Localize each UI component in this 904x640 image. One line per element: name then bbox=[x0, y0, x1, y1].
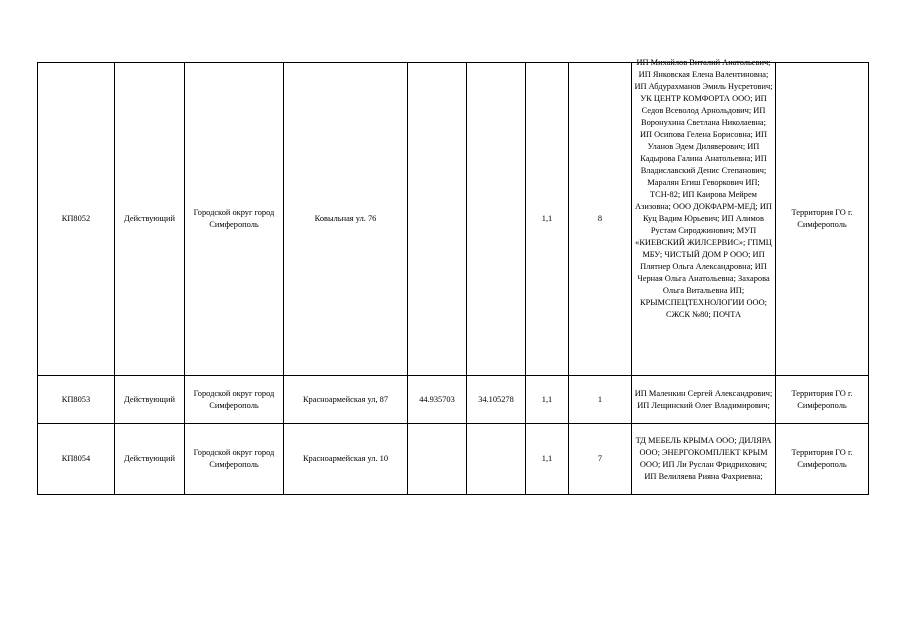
container-count: 7 bbox=[569, 424, 632, 495]
territory: Территория ГО г. Симферополь bbox=[776, 424, 869, 495]
longitude bbox=[467, 424, 526, 495]
municipality: Городской округ город Симферополь bbox=[185, 376, 284, 424]
area: 1,1 bbox=[526, 376, 569, 424]
latitude bbox=[408, 63, 467, 376]
territory: Территория ГО г. Симферополь bbox=[776, 376, 869, 424]
site-code: КП8052 bbox=[38, 63, 115, 376]
address: Ковыльная ул. 76 bbox=[284, 63, 408, 376]
address: Красноармейская ул, 87 bbox=[284, 376, 408, 424]
area: 1,1 bbox=[526, 424, 569, 495]
table-row bbox=[38, 424, 869, 495]
territory: Территория ГО г. Симферополь bbox=[776, 63, 869, 376]
container-count: 8 bbox=[569, 63, 632, 376]
table-row bbox=[38, 376, 869, 424]
registry-table bbox=[37, 58, 869, 495]
latitude: 44.935703 bbox=[408, 376, 467, 424]
longitude: 34.105278 bbox=[467, 376, 526, 424]
municipality: Городской округ город Симферополь bbox=[185, 424, 284, 495]
site-code: КП8054 bbox=[38, 424, 115, 495]
site-status: Действующий bbox=[115, 376, 185, 424]
site-status: Действующий bbox=[115, 63, 185, 376]
table-row bbox=[38, 63, 869, 376]
longitude bbox=[467, 63, 526, 376]
latitude bbox=[408, 424, 467, 495]
container-count: 1 bbox=[569, 376, 632, 424]
owners-cell bbox=[632, 58, 776, 376]
site-code: КП8053 bbox=[38, 376, 115, 424]
owners-list: ТД МЕБЕЛЬ КРЫМА ООО; ДИЛЯРА ООО; ЭНЕРГОКОМПЛЕКТ КРЫМ ООО; ИП Ли Руслан Фридрихович; ИП Велиляева Рияна Фахриевна; bbox=[632, 424, 776, 495]
municipality: Городской округ город Симферополь bbox=[185, 63, 284, 376]
owners-list: ИП Михайлов Виталий Анатольевич; ИП Янковская Елена Валентиновна; ИП Абдурахманов Эмиль Нусретович; УК ЦЕНТР КОМФОРТА ООО; ИП Седов Всеволод Арнольдович; ИП Воронухина Светлана Николаевна; ИП Осипова Гелена Борисовна; ИП Уланов Эдем Диляверович; ИП Кадырова Галина Анатольевна; ИП Владиславский Денис Степанович; Маралян Егиш Геворкович ИП; ТСН-82; ИП Каирова Мейрем Азизовна; ООО ДОКФАРМ-МЕД; ИП Куц Вадим Юрьевич; ИП Алимов Рустам Сироджинович; МУП «КИЕВСКИЙ ЖИЛСЕРВИС»; ГПМЦ МБУ; ЧИСТЫЙ ДОМ Р ООО; ИП Плятнер Ольга Александровна; ИП Черная Ольга Анатольевна; Захарова Ольга Витальевна ИП; КРЫМСПЕЦТЕХНОЛОГИИ ООО; СЖСК №80; ПОЧТА bbox=[634, 58, 773, 319]
owners-list: ИП Маленкин Сергей Александрович; ИП Лещинский Олег Владимирович; bbox=[632, 376, 776, 424]
site-status: Действующий bbox=[115, 424, 185, 495]
area: 1,1 bbox=[526, 63, 569, 376]
address: Красноармейская ул. 10 bbox=[284, 424, 408, 495]
